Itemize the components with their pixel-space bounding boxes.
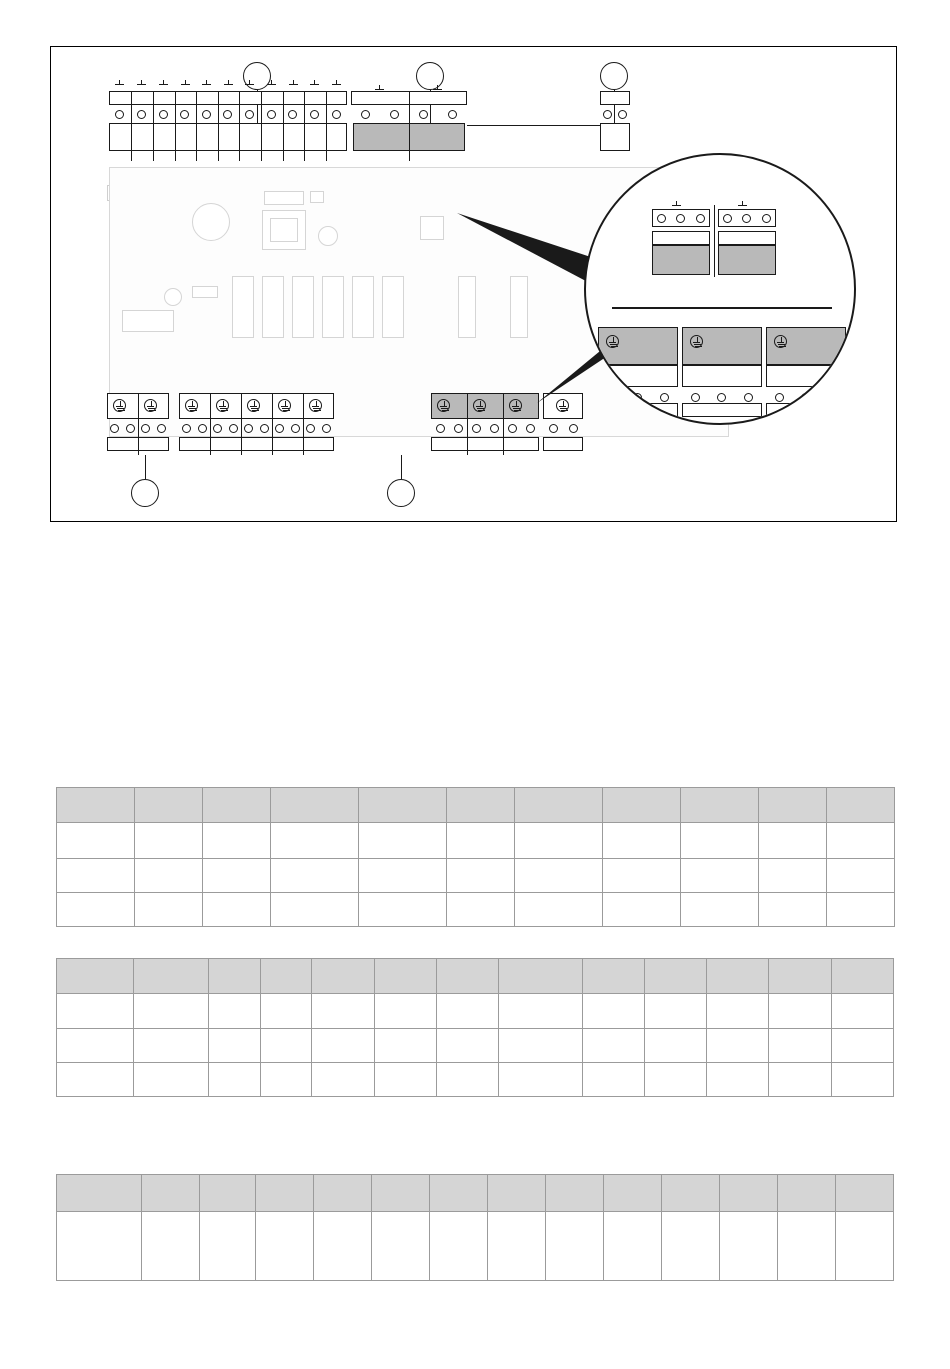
table-cell: [134, 1029, 209, 1063]
table-cell: [359, 823, 447, 859]
terminal-screw[interactable]: [182, 424, 191, 433]
table-cell: [314, 1212, 372, 1281]
connection-line-top: [467, 125, 600, 126]
table-cell: [359, 893, 447, 927]
terminal-cage-top: [600, 91, 630, 105]
table-cell: [134, 994, 209, 1029]
terminal-screw[interactable]: [332, 110, 341, 119]
table-cell: [707, 1063, 769, 1097]
terminal-screw[interactable]: [244, 424, 253, 433]
table-cell: [260, 1029, 312, 1063]
table-row: [57, 1212, 894, 1281]
terminal-screw[interactable]: [526, 424, 535, 433]
table-cell: [271, 859, 359, 893]
terminal-neck: [598, 365, 678, 387]
table-cell: [582, 1029, 644, 1063]
table-header-cell: [644, 959, 706, 994]
terminal-screw[interactable]: [603, 110, 612, 119]
component-relay-2: [262, 276, 284, 338]
earth-symbol: [310, 80, 319, 88]
table-header-cell: [831, 959, 893, 994]
component-block-left: [122, 310, 174, 332]
terminal-neck: [652, 231, 710, 245]
terminal-divider: [210, 393, 211, 455]
terminal-screw[interactable]: [157, 424, 166, 433]
table-cell: [57, 1063, 134, 1097]
terminal-screw[interactable]: [115, 110, 124, 119]
table-header-cell: [142, 1175, 200, 1212]
component-relay-3: [292, 276, 314, 338]
table-cell: [499, 994, 583, 1029]
terminal-screw[interactable]: [676, 214, 685, 223]
table-cell: [681, 893, 759, 927]
terminal-screw[interactable]: [419, 110, 428, 119]
table-header-cell: [499, 959, 583, 994]
callout-balloon-3: [600, 62, 628, 90]
table-cell: [644, 1063, 706, 1097]
earth-symbol: [289, 80, 298, 88]
terminal-screw[interactable]: [198, 424, 207, 433]
table-header-cell: [488, 1175, 546, 1212]
top-left-terminal-block[interactable]: [109, 91, 347, 161]
table-header-cell: [374, 959, 436, 994]
table-header-row: [57, 788, 895, 823]
table-header-cell: [203, 788, 271, 823]
table-row: [57, 893, 895, 927]
terminal-screw[interactable]: [291, 424, 300, 433]
terminal-cage-bottom: [682, 403, 762, 417]
terminal-screw[interactable]: [310, 110, 319, 119]
table-cell: [135, 893, 203, 927]
terminal-divider: [409, 91, 410, 161]
table-cell: [312, 1029, 374, 1063]
earth-symbol: [181, 80, 190, 88]
table-cell: [312, 994, 374, 1029]
table-cell: [515, 823, 603, 859]
table-cell: [200, 1212, 256, 1281]
table-header-cell: [260, 959, 312, 994]
component-capacitor-2: [164, 288, 182, 306]
earth-symbol: [202, 80, 211, 88]
table-cell: [778, 1212, 836, 1281]
terminal-screw[interactable]: [762, 214, 771, 223]
earth-symbol: [245, 80, 254, 88]
table-header-cell: [447, 788, 515, 823]
terminal-screw[interactable]: [744, 393, 753, 402]
table-header-row: [57, 959, 894, 994]
callout-balloon-5: [387, 479, 415, 507]
terminal-screw[interactable]: [202, 110, 211, 119]
component-connector-a: [264, 191, 304, 205]
table-cell: [769, 994, 831, 1029]
terminal-screw[interactable]: [472, 424, 481, 433]
earth-symbol: [672, 201, 681, 209]
terminal-body-shaded: [652, 245, 710, 275]
detail-magnifier: [584, 153, 856, 425]
terminal-cage-bottom: [431, 437, 539, 451]
table-cell: [681, 859, 759, 893]
terminal-cage-bottom: [598, 403, 678, 417]
table-cell: [209, 1063, 261, 1097]
terminal-screw[interactable]: [508, 424, 517, 433]
terminal-screw[interactable]: [607, 393, 616, 402]
terminal-screw[interactable]: [245, 110, 254, 119]
table-header-cell: [681, 788, 759, 823]
terminal-screw[interactable]: [742, 214, 751, 223]
terminal-screw-row: [431, 421, 539, 435]
table-cell: [271, 823, 359, 859]
table-header-cell: [312, 959, 374, 994]
table-cell: [374, 1063, 436, 1097]
terminal-screw[interactable]: [490, 424, 499, 433]
earth-symbol: [375, 85, 384, 93]
terminal-screw[interactable]: [618, 110, 627, 119]
table-cell: [603, 859, 681, 893]
table-cell: [447, 823, 515, 859]
terminal-screw[interactable]: [660, 393, 669, 402]
component-relay-5: [352, 276, 374, 338]
ground-symbol: [774, 335, 787, 348]
ground-symbol: [278, 399, 291, 412]
terminal-divider: [241, 393, 242, 455]
table-cell: [759, 823, 827, 859]
table-header-cell: [209, 959, 261, 994]
terminal-screw-row: [179, 421, 334, 435]
earth-symbol: [224, 80, 233, 88]
table-cell: [447, 893, 515, 927]
table-row: [57, 823, 895, 859]
terminal-body: [600, 123, 630, 151]
table-header-cell: [430, 1175, 488, 1212]
terminal-screw[interactable]: [229, 424, 238, 433]
terminal-divider: [138, 393, 139, 455]
table-header-cell: [759, 788, 827, 823]
table-row: [57, 1063, 894, 1097]
earth-symbol: [159, 80, 168, 88]
table-header-row: [57, 1175, 894, 1212]
table-cell: [546, 1212, 604, 1281]
table-header-cell: [603, 788, 681, 823]
table-header-cell: [604, 1175, 662, 1212]
table-cell: [707, 994, 769, 1029]
earth-symbol: [137, 80, 146, 88]
table-cell: [57, 1212, 142, 1281]
terminal-screw[interactable]: [126, 424, 135, 433]
earth-symbol: [115, 80, 124, 88]
earth-symbol: [738, 201, 747, 209]
table-cell: [769, 1063, 831, 1097]
ground-symbol: [309, 399, 322, 412]
terminal-screw[interactable]: [141, 424, 150, 433]
terminal-screw[interactable]: [448, 110, 457, 119]
magnifier-divider: [612, 307, 832, 309]
ground-symbol: [185, 399, 198, 412]
table-cell: [582, 1063, 644, 1097]
table-two: [56, 958, 894, 1097]
terminal-screw[interactable]: [775, 393, 784, 402]
table-cell: [142, 1212, 200, 1281]
earth-symbol: [433, 85, 442, 93]
table-header-cell: [359, 788, 447, 823]
table-cell: [827, 893, 895, 927]
table-header-cell: [836, 1175, 894, 1212]
table-cell: [374, 1029, 436, 1063]
table-one: [56, 787, 895, 927]
table-cell: [57, 994, 134, 1029]
terminal-screw[interactable]: [180, 110, 189, 119]
terminal-screw[interactable]: [436, 424, 445, 433]
terminal-divider: [131, 91, 132, 161]
table-cell: [135, 823, 203, 859]
terminal-cage-bottom: [179, 437, 334, 451]
terminal-divider: [196, 91, 197, 161]
callout-balloon-4: [131, 479, 159, 507]
terminal-cage-bottom: [766, 403, 846, 417]
detail-top-block-2[interactable]: [718, 209, 776, 275]
table-header-cell: [515, 788, 603, 823]
component-ic-inner: [270, 218, 298, 242]
component-relay-4: [322, 276, 344, 338]
table-cell: [831, 1029, 893, 1063]
terminal-neck: [766, 365, 846, 387]
terminal-body: [109, 123, 347, 151]
terminal-divider: [239, 91, 240, 161]
terminal-divider: [304, 91, 305, 161]
terminal-screw[interactable]: [633, 393, 642, 402]
terminal-screw[interactable]: [549, 424, 558, 433]
top-right-terminal-block[interactable]: [600, 91, 630, 161]
table-cell: [436, 994, 498, 1029]
table-cell: [644, 994, 706, 1029]
terminal-screw-row: [718, 211, 776, 225]
component-resistor: [192, 286, 218, 298]
terminal-screw-row: [600, 107, 630, 121]
table-cell: [436, 1063, 498, 1097]
terminal-screw[interactable]: [275, 424, 284, 433]
component-relay-1: [232, 276, 254, 338]
table-header-cell: [778, 1175, 836, 1212]
terminal-screw[interactable]: [691, 393, 700, 402]
table-header-cell: [707, 959, 769, 994]
terminal-screw[interactable]: [267, 110, 276, 119]
table-cell: [271, 893, 359, 927]
terminal-screw[interactable]: [260, 424, 269, 433]
table-cell: [759, 893, 827, 927]
ground-symbol: [113, 399, 126, 412]
terminal-divider: [272, 393, 273, 455]
table-cell: [720, 1212, 778, 1281]
table-header-cell: [200, 1175, 256, 1212]
table-header-cell: [135, 788, 203, 823]
table-row: [57, 1029, 894, 1063]
table-header-cell: [134, 959, 209, 994]
table-header-cell: [57, 788, 135, 823]
leader-line-5: [401, 455, 402, 479]
table-cell: [515, 859, 603, 893]
terminal-body-shaded: [718, 245, 776, 275]
table-header-cell: [720, 1175, 778, 1212]
terminal-screw[interactable]: [213, 424, 222, 433]
table-cell: [759, 859, 827, 893]
terminal-screw[interactable]: [696, 214, 705, 223]
table-cell: [57, 859, 135, 893]
earth-symbol: [267, 80, 276, 88]
table-cell: [499, 1029, 583, 1063]
component-relay-6: [382, 276, 404, 338]
table-cell: [662, 1212, 720, 1281]
terminal-screw-row: [109, 107, 347, 121]
table-cell: [836, 1212, 894, 1281]
detail-top-block-1[interactable]: [652, 209, 710, 275]
table-cell: [135, 859, 203, 893]
table-cell: [134, 1063, 209, 1097]
leader-line-4: [145, 455, 146, 479]
table-cell: [603, 823, 681, 859]
table-header-cell: [372, 1175, 430, 1212]
terminal-screw[interactable]: [569, 424, 578, 433]
table-cell: [827, 823, 895, 859]
terminal-screw[interactable]: [361, 110, 370, 119]
terminal-screw[interactable]: [137, 110, 146, 119]
terminal-screw[interactable]: [159, 110, 168, 119]
terminal-cage-bottom: [543, 437, 583, 451]
table-header-cell: [662, 1175, 720, 1212]
table-cell: [359, 859, 447, 893]
table-cell: [57, 1029, 134, 1063]
terminal-screw[interactable]: [723, 214, 732, 223]
terminal-screw[interactable]: [223, 110, 232, 119]
terminal-screw[interactable]: [110, 424, 119, 433]
table-header-cell: [546, 1175, 604, 1212]
table-header-cell: [256, 1175, 314, 1212]
terminal-divider: [326, 91, 327, 161]
terminal-screw[interactable]: [390, 110, 399, 119]
table-cell: [582, 994, 644, 1029]
terminal-divider: [153, 91, 154, 161]
table-cell: [430, 1212, 488, 1281]
table-cell: [499, 1063, 583, 1097]
terminal-screw[interactable]: [454, 424, 463, 433]
terminal-screw[interactable]: [288, 110, 297, 119]
terminal-screw-row: [543, 421, 583, 435]
table-cell: [827, 859, 895, 893]
table-cell: [831, 994, 893, 1029]
table-cell: [603, 893, 681, 927]
table-cell: [604, 1212, 662, 1281]
table-cell: [312, 1063, 374, 1097]
table-cell: [515, 893, 603, 927]
component-transformer: [192, 203, 230, 241]
terminal-divider: [261, 91, 262, 161]
table-cell: [57, 823, 135, 859]
terminal-divider: [303, 393, 304, 455]
table-cell: [831, 1063, 893, 1097]
terminal-neck: [718, 231, 776, 245]
terminal-screw[interactable]: [322, 424, 331, 433]
table-cell: [707, 1029, 769, 1063]
table-cell: [209, 994, 261, 1029]
table-cell: [436, 1029, 498, 1063]
terminal-screw[interactable]: [306, 424, 315, 433]
table-cell: [203, 893, 271, 927]
terminal-divider: [218, 91, 219, 161]
table-header-cell: [582, 959, 644, 994]
terminal-divider: [714, 205, 715, 277]
table-cell: [209, 1029, 261, 1063]
ground-symbol: [247, 399, 260, 412]
terminal-screw-row: [652, 211, 710, 225]
table-cell: [203, 859, 271, 893]
terminal-cage-top: [109, 91, 347, 105]
table-header-cell: [436, 959, 498, 994]
ground-symbol: [216, 399, 229, 412]
table-cell: [644, 1029, 706, 1063]
table-cell: [57, 893, 135, 927]
table-header-cell: [769, 959, 831, 994]
table-cell: [681, 823, 759, 859]
terminal-divider: [283, 91, 284, 161]
earth-symbol: [332, 80, 341, 88]
terminal-screw[interactable]: [717, 393, 726, 402]
ground-symbol: [606, 335, 619, 348]
terminal-screw[interactable]: [657, 214, 666, 223]
table-row: [57, 994, 894, 1029]
table-header-cell: [314, 1175, 372, 1212]
table-header-cell: [57, 1175, 142, 1212]
component-capacitor: [318, 226, 338, 246]
ground-symbol: [690, 335, 703, 348]
table-cell: [203, 823, 271, 859]
ground-symbol: [144, 399, 157, 412]
table-cell: [488, 1212, 546, 1281]
table-header-cell: [271, 788, 359, 823]
terminal-divider: [175, 91, 176, 161]
table-three: [56, 1174, 894, 1281]
table-cell: [256, 1212, 314, 1281]
table-cell: [260, 1063, 312, 1097]
table-header-cell: [57, 959, 134, 994]
table-row: [57, 859, 895, 893]
table-cell: [372, 1212, 430, 1281]
figure-frame: [50, 46, 897, 522]
terminal-screw[interactable]: [828, 393, 837, 402]
table-cell: [260, 994, 312, 1029]
table-cell: [769, 1029, 831, 1063]
component-connector-b: [310, 191, 324, 203]
table-header-cell: [827, 788, 895, 823]
terminal-neck: [682, 365, 762, 387]
terminal-screw[interactable]: [801, 393, 810, 402]
table-cell: [374, 994, 436, 1029]
table-cell: [447, 859, 515, 893]
